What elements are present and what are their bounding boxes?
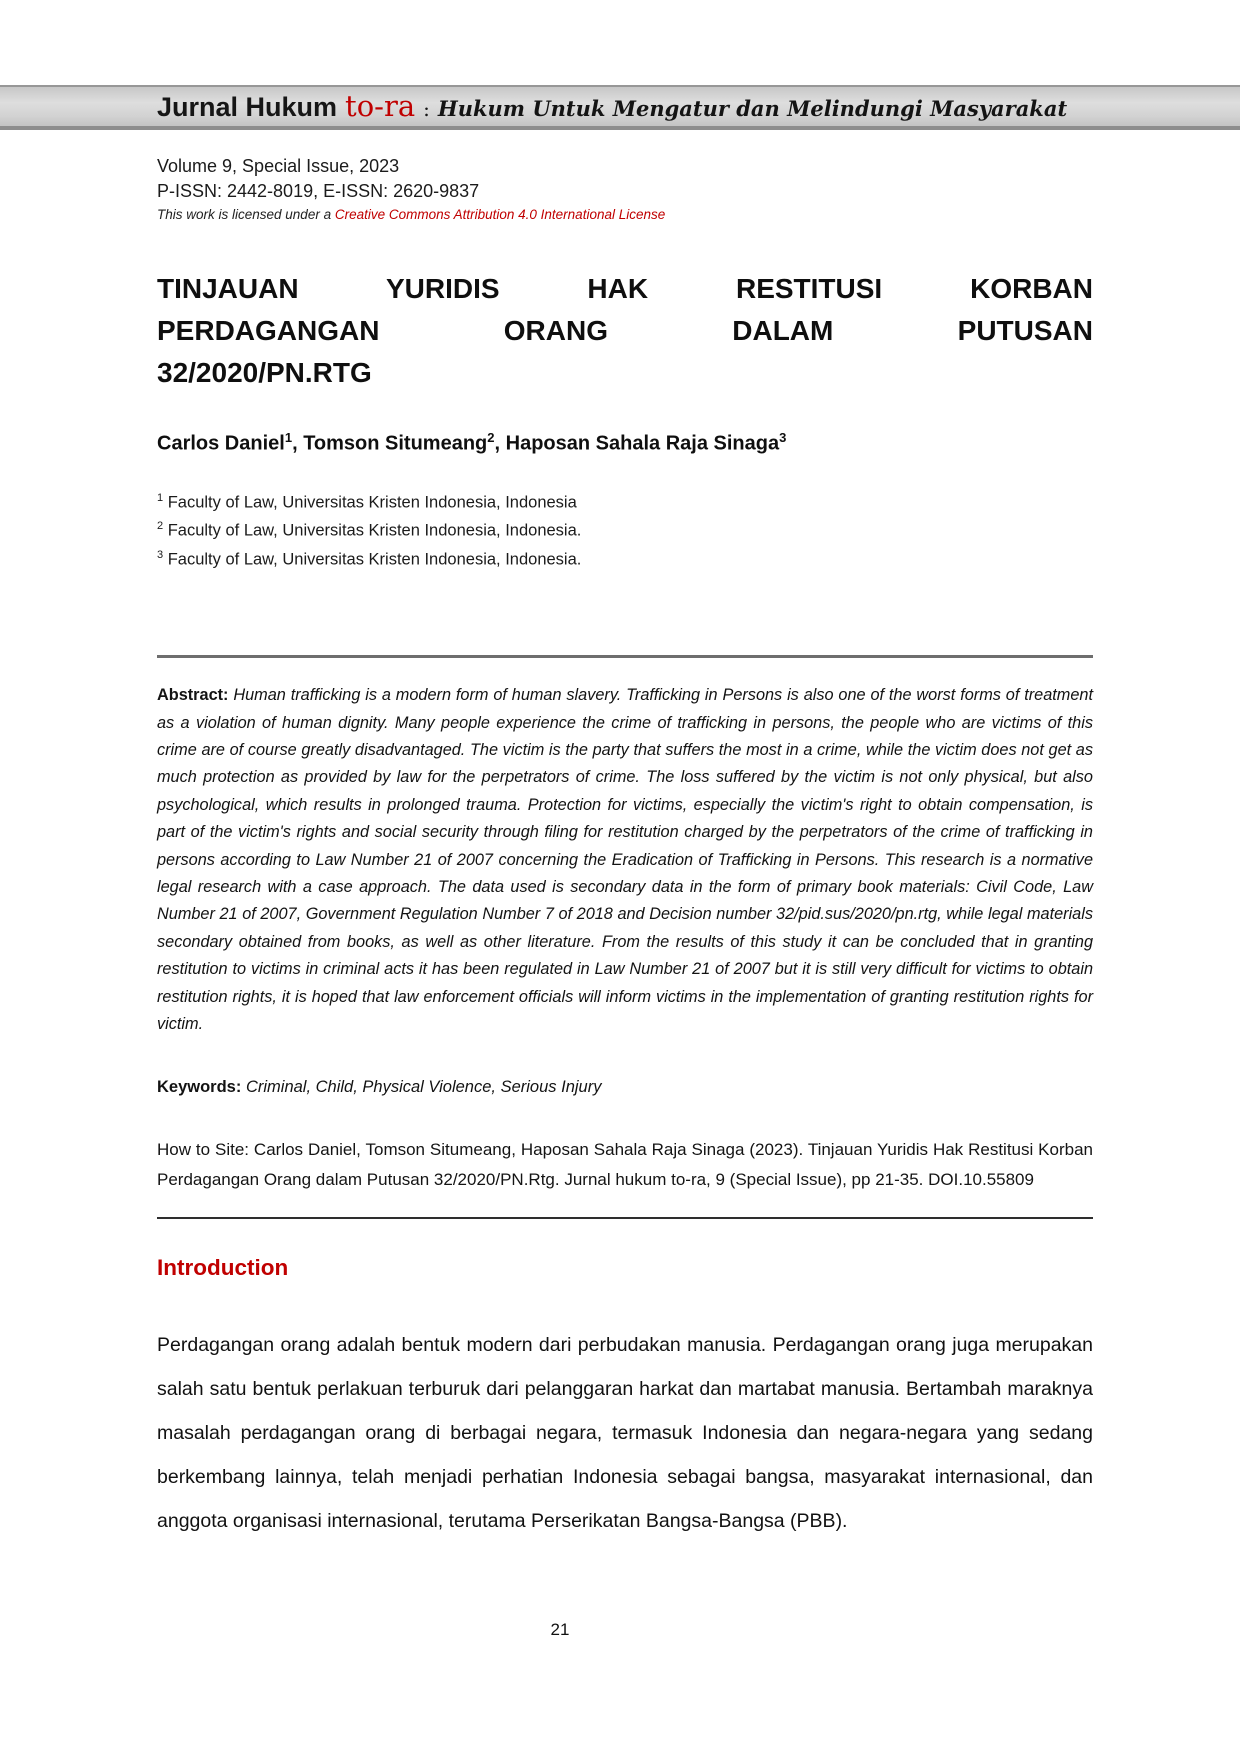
author-name: Carlos Daniel [157,432,285,455]
affiliation-line: $^3$ Faculty of Law, Universitas Kristen Indonesia, Indonesia. [157,548,582,569]
title-line: TINJAUAN YURIDIS HAK RESTITUSI KORBAN [157,273,1093,304]
issue-meta [157,154,1093,222]
abstract-paragraph [157,682,1093,1038]
title-line: PERDAGANGAN ORANG DALAM PUTUSAN [157,315,1093,346]
introduction-heading: Introduction [157,1255,289,1281]
author-name: Tomson Situmeang [303,432,488,455]
abstract-text: Human trafficking is a modern form of human slavery. Trafficking in Persons is also one of the worst forms of treatment as a violation of human dignity. Many people experience the crime of trafficking in persons, the people who are victims of this crime are of course greatly disadvantaged. The victim is the party that suffers the most in a crime, while the victim does not get as much protection as provided by law for the perpetrators of crime. The loss suffered by the victim is not only physical, but also psychological, which results in prolonged trauma. Protection for victims, especially the victim's right to obtain compensation, is part of the victim's rights and social security through filing for restitution charged by the perpetrators of the crime of trafficking in persons according to Law Number 21 of 2007 concerning the Eradication of Trafficking in Persons. This research is a normative legal research with a case approach. The data used is secondary data in the form of primary book materials: Civil Code, Law Number 21 of 2007, Government Regulation Number 7 of 2018 and Decision number 32/pid.sus/2020/pn.rtg, while legal materials secondary obtained from books, as well as other literature. From the results of this study it can be concluded that in granting restitution to victims in criminal acts it has been regulated in Law Number 21 of 2007 but it is still very difficult for victims to obtain restitution rights, it is hoped that law enforcement officials will inform victims in the implementation of granting restitution rights for victim. [157,686,1093,1034]
authors-line: Carlos Daniel$^1$, Tomson Situmeang$^2$, Haposan Sahala Raja Sinaga$^3$ [157,430,787,455]
page-number: 21 [550,1620,570,1639]
article-title [157,268,1093,394]
license-line [157,207,1093,222]
journal-tagline: Hukum Untuk Mengatur dan Melindungi Masyarakat [437,96,1068,121]
divider-above-abstract [157,655,1093,658]
volume-line: Volume 9, Special Issue, 2023 [157,156,400,176]
affiliation-line: $^1$ Faculty of Law, Universitas Kristen Indonesia, Indonesia [157,491,577,512]
introduction-paragraph: Perdagangan orang adalah bentuk modern dari perbudakan manusia. Perdagangan orang juga merupakan salah satu bentuk perlakuan terburuk dari pelanggaran harkat dan martabat manusia. Bertambah maraknya masalah perdagangan orang di berbagai negara, termasuk Indonesia dan negara-negara yang sedang berkembang lainnya, telah menjadi perhatian Indonesia sebagai bangsa, masyarakat internasional, dan anggota organisasi internasional, terutama Perserikatan Bangsa-Bangsa (PBB). [157,1334,1093,1533]
affiliation-line: $^2$ Faculty of Law, Universitas Kristen Indonesia, Indonesia. [157,520,582,540]
banner-separator: : [423,97,430,121]
author-name: Haposan Sahala Raja Sinaga [505,432,780,455]
affiliations [157,486,1093,572]
page-content [157,154,1093,1543]
license-prefix: This work is licensed under a [157,207,335,222]
keywords-line [157,1078,1093,1097]
abstract-label: Abstract: [157,686,229,705]
divider-above-introduction [157,1217,1093,1219]
keywords-label: Keywords: [157,1078,242,1097]
license-link[interactable]: Creative Commons Attribution 4.0 International License [334,207,666,222]
author-affil-marker: 3 [779,430,787,445]
issn-line: P-ISSN: 2442-8019, E-ISSN: 2620-9837 [157,181,480,201]
journal-banner [0,85,1240,130]
journal-name: Jurnal Hukum [157,92,338,122]
author-affil-marker: 1 [284,430,293,445]
journal-name-accent: to-ra [345,89,416,123]
author-affil-marker: 2 [487,430,495,445]
citation-paragraph: How to Site: Carlos Daniel, Tomson Situmeang, Haposan Sahala Raja Sinaga (2023). Tinjauan Yuridis Hak Restitusi Korban Perdagangan Orang dalam Putusan 32/2020/PN.Rtg. Jurnal hukum to-ra, 9 (Special Issue), pp 21-35. DOI.10.55809 [157,1140,1093,1190]
keywords-text: Criminal, Child, Physical Violence, Serious Injury [245,1078,602,1097]
title-line: 32/2020/PN.RTG [157,357,372,388]
